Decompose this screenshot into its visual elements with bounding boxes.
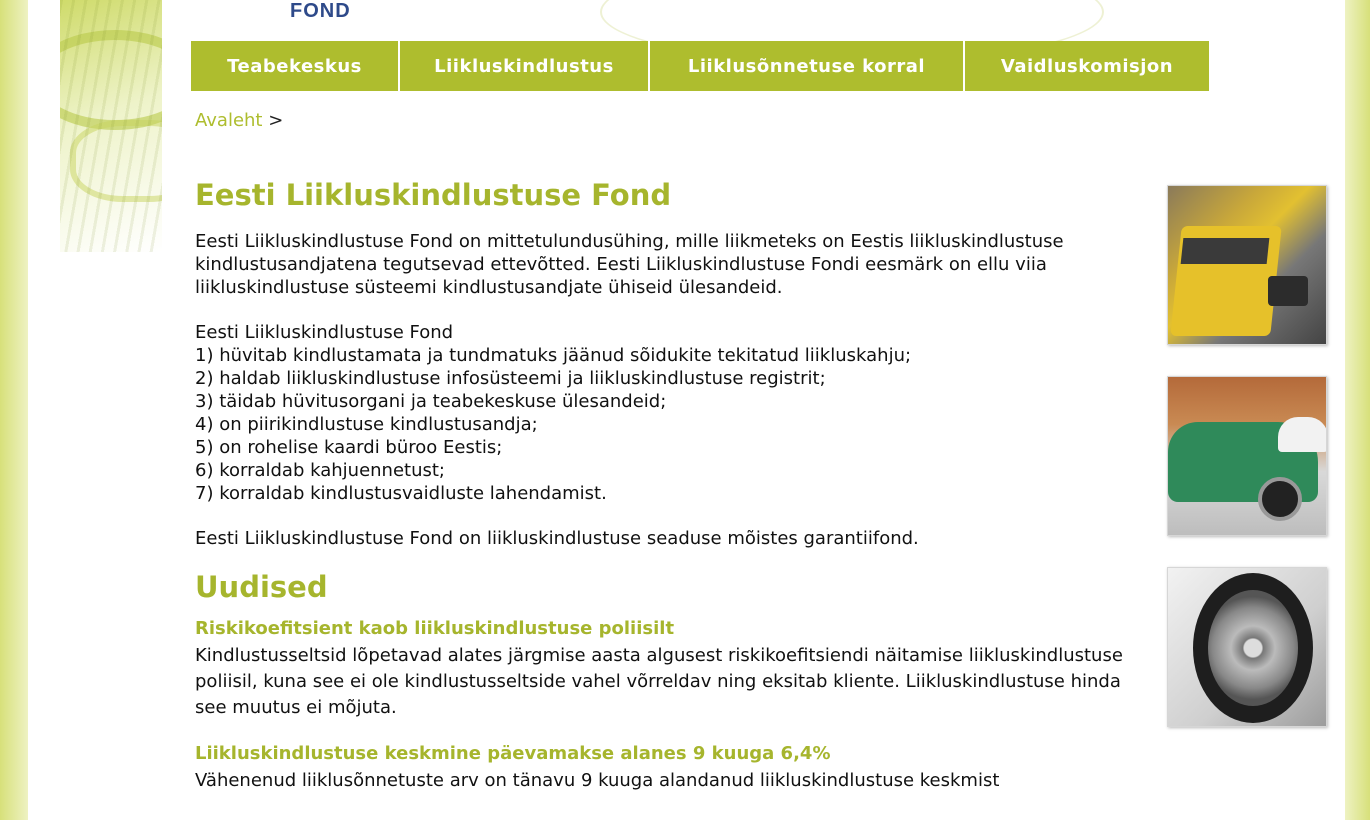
traffic-bus-photo	[1167, 185, 1327, 345]
news-title-link[interactable]: Riskikoefitsient kaob liikluskindlustuse poliisilt	[195, 618, 675, 639]
header-decoration-image	[60, 0, 162, 252]
nav-item-teabekeskus[interactable]: Teabekeskus	[191, 41, 400, 91]
breadcrumb	[195, 110, 283, 131]
list-item: 4) on piirikindlustuse kindlustusandja;	[195, 414, 538, 435]
list-heading: Eesti Liikluskindlustuse Fond	[195, 322, 454, 343]
nav-item-liiklusonnetuse-korral[interactable]: Liiklusõnnetuse korral	[650, 41, 965, 91]
photo-column	[1167, 185, 1327, 758]
list-item: 6) korraldab kahjuennetust;	[195, 460, 445, 481]
right-page-border	[1345, 0, 1370, 820]
breadcrumb-separator: >	[268, 110, 284, 131]
news-summary: Vähenenud liiklusõnnetuste arv on tänavu 9 kuuga alandanud liikluskindlustuse keskmist	[195, 770, 1000, 791]
list-item: 7) korraldab kindlustusvaidluste lahendamist.	[195, 483, 607, 504]
nav-item-liikluskindlustus[interactable]: Liikluskindlustus	[400, 41, 650, 91]
list-item: 3) täidab hüvitusorgani ja teabekeskuse ülesandeid;	[195, 391, 667, 412]
list-item: 1) hüvitab kindlustamata ja tundmatuks jäänud sõidukite tekitatud liikluskahju;	[195, 345, 912, 366]
page-title: Eesti Liikluskindlustuse Fond	[195, 178, 672, 212]
green-car-photo	[1167, 376, 1327, 536]
news-heading: Uudised	[195, 570, 328, 604]
breadcrumb-home-link[interactable]: Avaleht	[195, 110, 263, 131]
left-page-border	[0, 0, 28, 820]
list-item: 2) haldab liikluskindlustuse infosüsteemi ja liikluskindlustuse registrit;	[195, 368, 826, 389]
news-title-link[interactable]: Liikluskindlustuse keskmine päevamakse alanes 9 kuuga 6,4%	[195, 743, 831, 764]
main-navigation	[191, 41, 1209, 91]
closing-paragraph: Eesti Liikluskindlustuse Fond on liikluskindlustuse seaduse mõistes garantiifond.	[195, 528, 919, 549]
main-content	[195, 176, 1135, 794]
nav-item-vaidluskomisjon[interactable]: Vaidluskomisjon	[965, 41, 1209, 91]
tire-photo	[1167, 567, 1327, 727]
list-item: 5) on rohelise kaardi büroo Eestis;	[195, 437, 503, 458]
site-logo[interactable]: FOND	[290, 0, 351, 22]
news-summary: Kindlustusseltsid lõpetavad alates järgmise aasta algusest riskikoefitsiendi näitamise liikluskindlustuse poliisil, kuna see ei ole kindlustusseltside vahel võrreldav ning eksitab kliente. Liikluskindlustuse hinda see muutus ei mõjuta.	[195, 645, 1123, 718]
intro-paragraph: Eesti Liikluskindlustuse Fond on mittetulundusühing, mille liikmeteks on Eestis liikluskindlustuse kindlustusandjatena tegutsevad ettevõtted. Eesti Liikluskindlustuse Fondi eesmärk on ellu viia liikluskindlustuse süsteemi kindlustusandjate ühiseid ülesandeid.	[195, 231, 1064, 298]
